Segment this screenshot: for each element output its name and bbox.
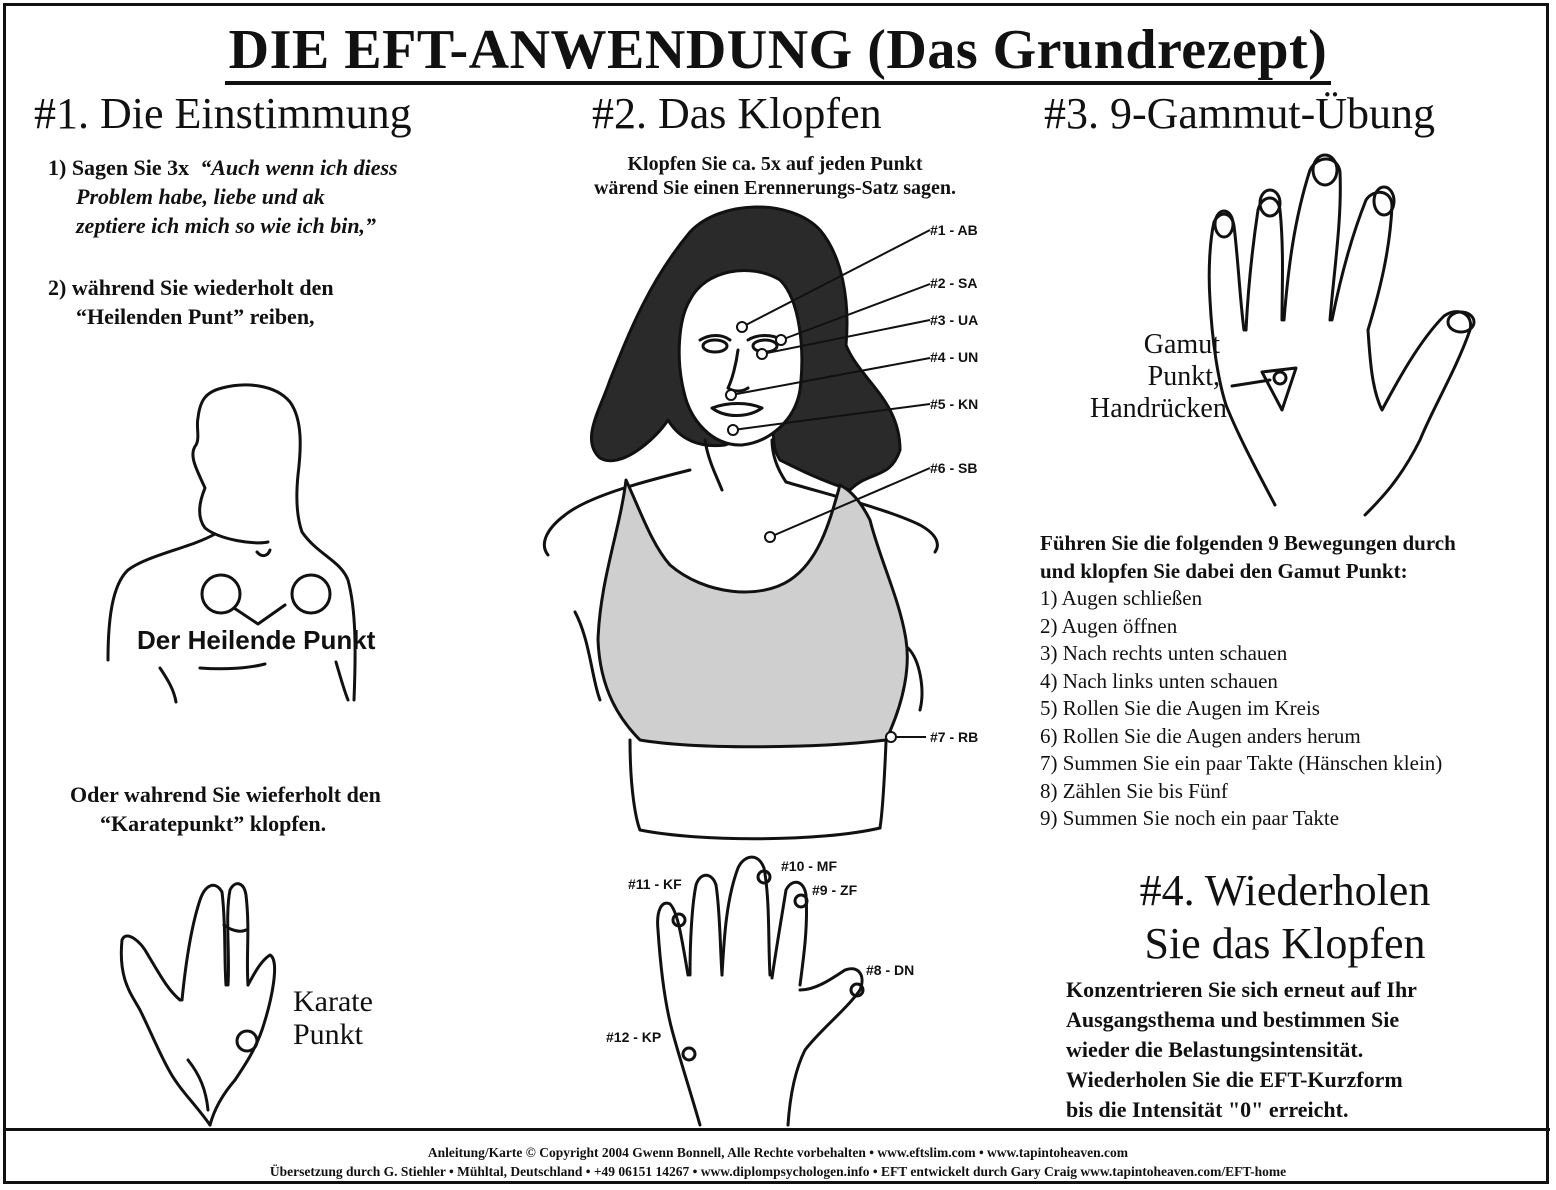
tap-point-un: #4 - UN <box>930 349 979 365</box>
step4-heading <box>1050 864 1520 970</box>
step3-heading: #3. 9-Gammut-Übung <box>1044 89 1436 138</box>
tap-point-rb: #7 - RB <box>930 729 979 745</box>
healing-point-label: Der Heilende Punkt <box>137 625 376 655</box>
step2-intro-line2: wärend Sie einen Erennerungs-Satz sagen. <box>593 177 957 199</box>
footer-copyright: Anleitung/Karte © Copyright 2004 Gwenn Bonnell, Alle Rechte vorbehalten • www.eftslim.com • www.tapintoheaven.com <box>427 1145 1129 1160</box>
karate-point-label <box>293 985 373 1051</box>
step1-or-line2: “Karatepunkt” klopfen. <box>100 811 327 836</box>
tap-point-sb: #6 - SB <box>930 460 978 476</box>
karate-hand-illustration <box>121 884 274 1125</box>
step1-heading: #1. Die Einstimmung <box>34 89 412 138</box>
footer-translation: Übersetzung durch G. Stiehler • Mühltal, Deutschland • +49 06151 14267 • www.diplompsychologen.info • EFT entwickelt durch Gary Craig www.tapintoheaven.com/EFT-home <box>269 1164 1287 1179</box>
step1-line1-prefix: 1) Sagen Sie 3x <box>48 155 190 180</box>
step4-body-line2: Ausgangsthema und bestimmen Sie <box>1066 1007 1400 1032</box>
step1-quote-line2: Problem habe, liebe und ak <box>76 184 325 209</box>
list-item: 5) Rollen Sie die Augen im Kreis <box>1040 696 1320 720</box>
finger-point-dn: #8 - DN <box>866 962 915 978</box>
step1-instruction <box>48 153 518 240</box>
step1-item2 <box>48 273 518 331</box>
gamut-lead-line1: Führen Sie die folgenden 9 Bewegungen durch <box>1040 531 1456 555</box>
woman-illustration <box>544 207 937 839</box>
step4-body-line4: Wiederholen Sie die EFT-Kurzform <box>1066 1067 1403 1092</box>
gamut-moves-list <box>1040 530 1540 833</box>
step4-body-line5: bis die Intensität "0" erreicht. <box>1066 1097 1349 1122</box>
step4-body-line1: Konzentrieren Sie sich erneut auf Ihr <box>1066 977 1417 1002</box>
list-item: 2) Augen öffnen <box>1040 613 1178 638</box>
step4-body <box>1066 975 1536 1125</box>
karate-label-line2: Punkt <box>293 1018 364 1051</box>
tap-point-sa: #2 - SA <box>930 275 978 291</box>
tap-point-ab: #1 - AB <box>930 222 978 238</box>
step4-heading-line1: #4. Wiederholen <box>1139 866 1431 915</box>
gamut-label-line2: Punkt, <box>1147 361 1220 392</box>
step4-heading-line2: Sie das Klopfen <box>1144 919 1426 968</box>
step1-quote-line3: zeptiere ich mich so wie ich bin,” <box>76 213 377 238</box>
footer <box>6 1128 1550 1181</box>
list-item: 4) Nach links unten schauen <box>1040 668 1278 693</box>
step1-or-text <box>70 780 490 838</box>
list-item: 9) Summen Sie noch ein paar Takte <box>1040 806 1340 830</box>
list-item: 3) Nach rechts unten schauen <box>1040 641 1288 665</box>
step2-intro <box>530 152 1020 200</box>
step2-heading: #2. Das Klopfen <box>592 89 882 138</box>
step1-quote-line1: “Auch wenn ich diess <box>200 155 398 180</box>
step1-item2-line2: “Heilenden Punt” reiben, <box>76 304 315 329</box>
gamut-point-label <box>1090 329 1227 425</box>
finger-point-mf: #10 - MF <box>781 858 838 874</box>
finger-point-zf: #9 - ZF <box>812 882 858 898</box>
gamut-label-line1: Gamut <box>1143 329 1220 360</box>
list-item: 1) Augen schließen <box>1040 586 1203 610</box>
gamut-label-line3: Handrücken <box>1090 393 1227 424</box>
karate-label-line1: Karate <box>293 985 373 1018</box>
finger-point-kp: #12 - KP <box>606 1029 662 1045</box>
list-item: 7) Summen Sie ein paar Takte (Hänschen klein) <box>1040 751 1443 775</box>
page-title: DIE EFT-ANWENDUNG (Das Grundrezept) <box>0 18 1556 82</box>
step1-or-line1: Oder wahrend Sie wieferholt den <box>70 782 381 807</box>
step4-body-line3: wieder die Belastungsintensität. <box>1066 1037 1364 1062</box>
spread-hand-illustration <box>1209 155 1474 515</box>
gamut-lead-line2: und klopfen Sie dabei den Gamut Punkt: <box>1040 558 1408 583</box>
list-item: 6) Rollen Sie die Augen anders herum <box>1040 723 1361 748</box>
finger-point-kf: #11 - KF <box>628 876 682 892</box>
step1-item2-line1: 2) während Sie wiederholt den <box>48 275 334 300</box>
tap-point-kn: #5 - KN <box>930 396 979 412</box>
list-item: 8) Zählen Sie bis Fünf <box>1040 778 1228 803</box>
step2-intro-line1: Klopfen Sie ca. 5x auf jeden Punkt <box>627 153 923 175</box>
tap-point-ua: #3 - UA <box>930 312 979 328</box>
